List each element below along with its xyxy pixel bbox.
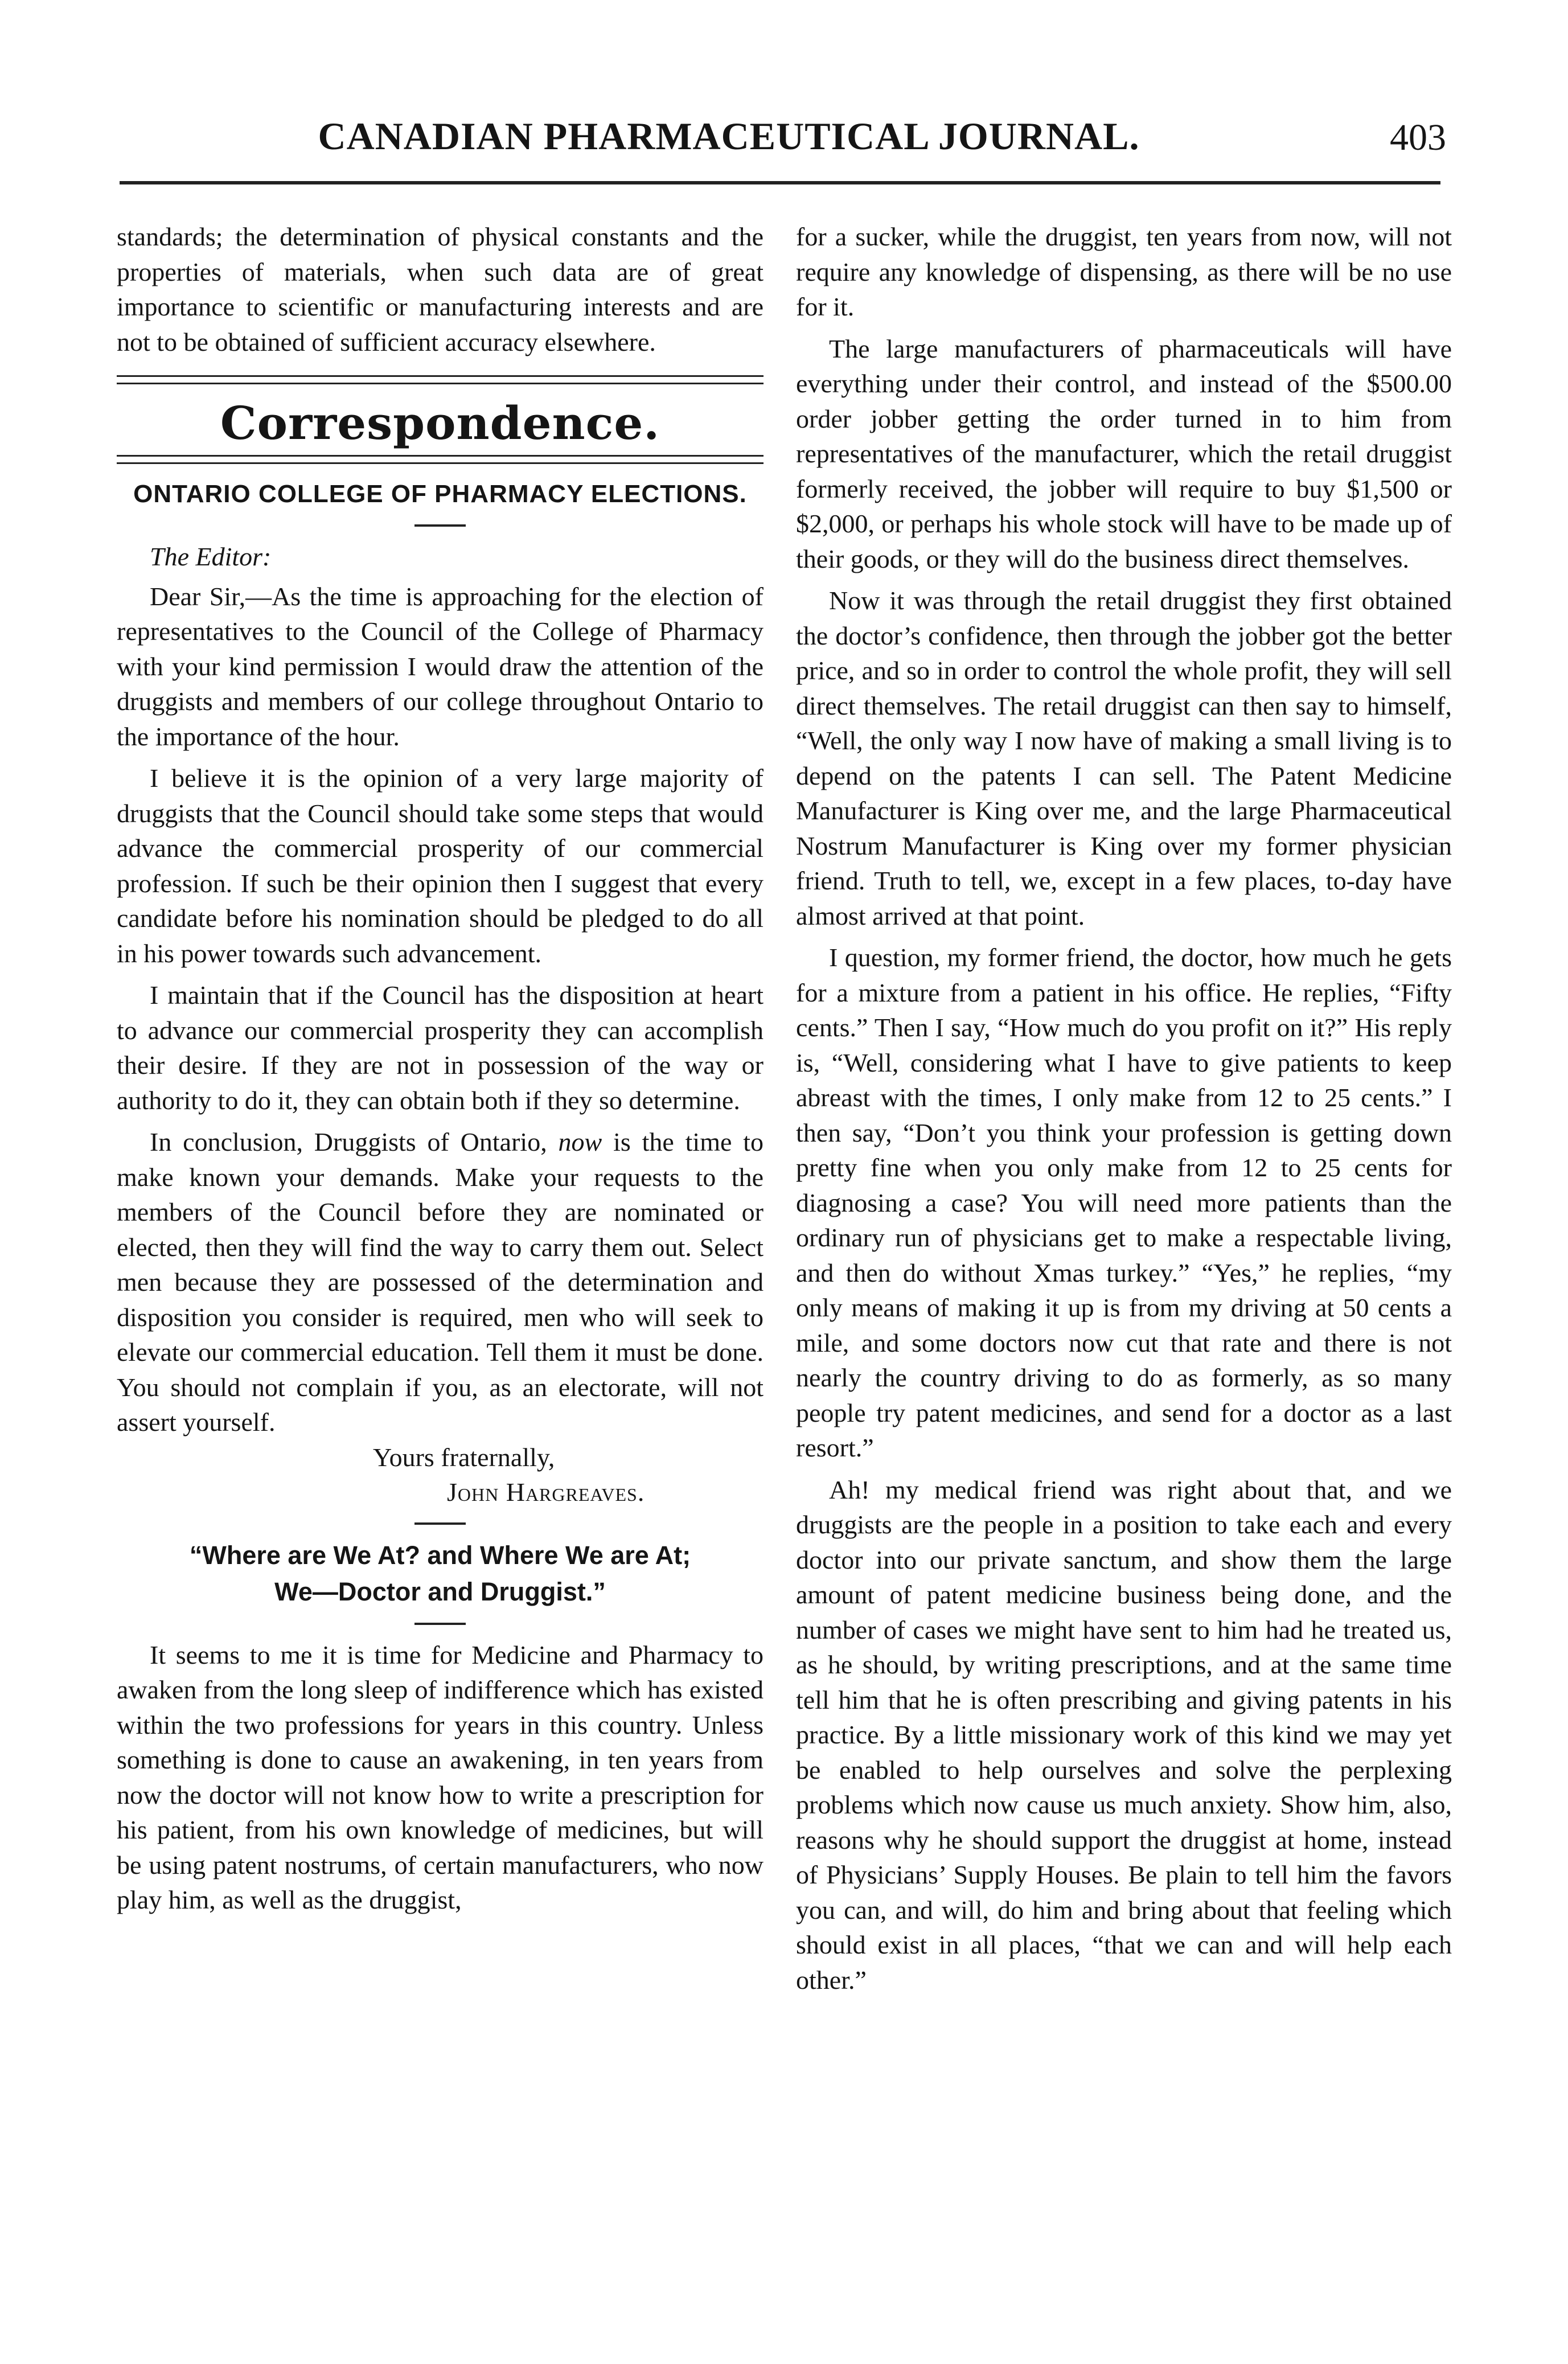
heading-rule: [414, 524, 466, 527]
conclusion-start: In conclusion, Druggists of Ontario,: [150, 1127, 547, 1156]
article-paragraph: Now it was through the retail druggist they first obtained the doctor’s confidence, then through the jobber got the better price, and so in order to control the whole profit, they will sell direct themselves. The retail druggist can then say to himself, “Well, the only way I now have of making a small living is to depend on the patents I can sell. The Patent Medicine Manufacturer is King over me, and the large Pharmaceutical Nostrum Manufacturer is King over my former physician friend. Truth to tell, we, except in a few places, to-day have almost arrived at that point.: [796, 586, 1452, 930]
intro-paragraph: standards; the determination of physical constants and the properties of materials, when such data are of great importance to scientific or manufacturing interests and are not to be obtained of sufficient accuracy elsewhere.: [117, 222, 764, 356]
article-paragraph: for a sucker, while the druggist, ten years from now, will not require any knowledge of dispensing, as there will be no use for it.: [796, 222, 1452, 321]
article-separator: [414, 1522, 466, 1525]
heading-line: We—Doctor and Druggist.”: [274, 1577, 606, 1606]
section-divider-bottom: [117, 455, 764, 464]
sign-off: Yours fraternally,: [373, 1442, 555, 1472]
section-title: Correspondence.: [220, 396, 660, 450]
section-divider-top: [117, 375, 764, 384]
journal-title: CANADIAN PHARMACEUTICAL JOURNAL.: [318, 114, 1140, 158]
article-paragraph: The large manufacturers of pharmaceuticals will have everything under their control, and instead of the $500.00 order jobber getting the order turned in to him from representatives of the manufacturer, which the retail druggist formerly received, the jobber will require to buy $1,500 or $2,000, or perhaps his whole stock will have to be made up of their goods, or they will do the business direct themselves.: [796, 334, 1452, 573]
article-paragraph: It seems to me it is time for Medicine and Pharmacy to awaken from the long sleep of indifference which has existed within the two professions for years in this country. Unless something is done to cause an awakening, in ten years from now the doctor will not know how to write a prescription for his patient, from his own knowledge of medicines, but will be using patent nostrums, of certain manufacturers, who now play him, as well as the druggist,: [117, 1640, 764, 1914]
heading-rule: [414, 1623, 466, 1625]
heading-line: “Where are We At? and Where We are At;: [189, 1540, 691, 1570]
letter-paragraph: I believe it is the opinion of a very large majority of druggists that the Council should take some steps that would advance the commercial prosperity of our commercial profession. If such be their opinion then I suggest that every candidate before his nomination should be pledged to do all in his power towards such advancement.: [117, 764, 764, 968]
right-column: [796, 219, 1452, 1997]
letter-conclusion: [117, 1124, 764, 1440]
salutation: The Editor:: [150, 542, 272, 571]
page-header: [114, 114, 1446, 177]
left-column: [117, 219, 764, 1918]
article-heading-elections: ONTARIO COLLEGE OF PHARMACY ELECTIONS.: [133, 480, 747, 508]
article-heading-doctor-druggist: [117, 1537, 764, 1610]
article-paragraph: I question, my former friend, the doctor, how much he gets for a mixture from a patient in his office. He replies, “Fifty cents.” Then I say, “How much do you profit on it?” His reply is, “Well, considering what I have to give patients to keep abreast with the times, I only make from 12 to 25 cents.” I then say, “Don’t you think your profession is getting down pretty fine when you only make from 12 to 25 cents for diagnosing a case? You will need more patients than the ordinary run of physicians get to make a respectable living, and then do without Xmas turkey.” “Yes,” he replies, “my only means of making it up is from my driving at 50 cents a mile, and some doctors now cut that rate and there is not nearly the country driving to do as formerly, as so many people try patent medicines, and send for a doctor as a last resort.”: [796, 943, 1452, 1462]
signature: John Hargreaves.: [447, 1478, 645, 1507]
letter-paragraph: Dear Sir,—As the time is approaching for the election of representatives to the Council of the College of Pharmacy with your kind permission I would draw the attention of the druggists and members of our college throughout Ontario to the importance of the hour.: [117, 581, 764, 751]
conclusion-rest: is the time to make known your demands. Make your requests to the members of the Council before they are nominated or elected, then they will find the way to carry them out. Select men because they are possessed of the determination and disposition you consider is required, men who will seek to elevate our commercial education. Tell them it must be done. You should not complain if you, as an electorate, will not assert yourself.: [117, 1127, 764, 1437]
page-number: 403: [1390, 117, 1446, 158]
conclusion-emphasis: now: [558, 1127, 602, 1156]
letter-paragraph: I maintain that if the Council has the disposition at heart to advance our commercial prosperity they can accomplish their desire. If they are not in possession of the way or authority to do it, they can obtain both if they so determine.: [117, 980, 764, 1115]
header-rule: [120, 181, 1440, 184]
article-paragraph: Ah! my medical friend was right about that, and we druggists are the people in a position to take each and every doctor into our private sanctum, and show them the large amount of patent medicine business being done, and the number of cases we might have sent to him had he treated us, as he should, by writing prescriptions, and at the same time tell him that he is often prescribing and giving patents in his practice. By a little missionary work of this kind we may yet be enabled to help ourselves and solve the perplexing problems which now cause us much anxiety. Show him, also, reasons why he should support the druggist at home, instead of Physicians’ Supply Houses. Be plain to tell him the favors you can, and will, do him and bring about that feeling which should exist in all places, “that we can and will help each other.”: [796, 1475, 1452, 1994]
